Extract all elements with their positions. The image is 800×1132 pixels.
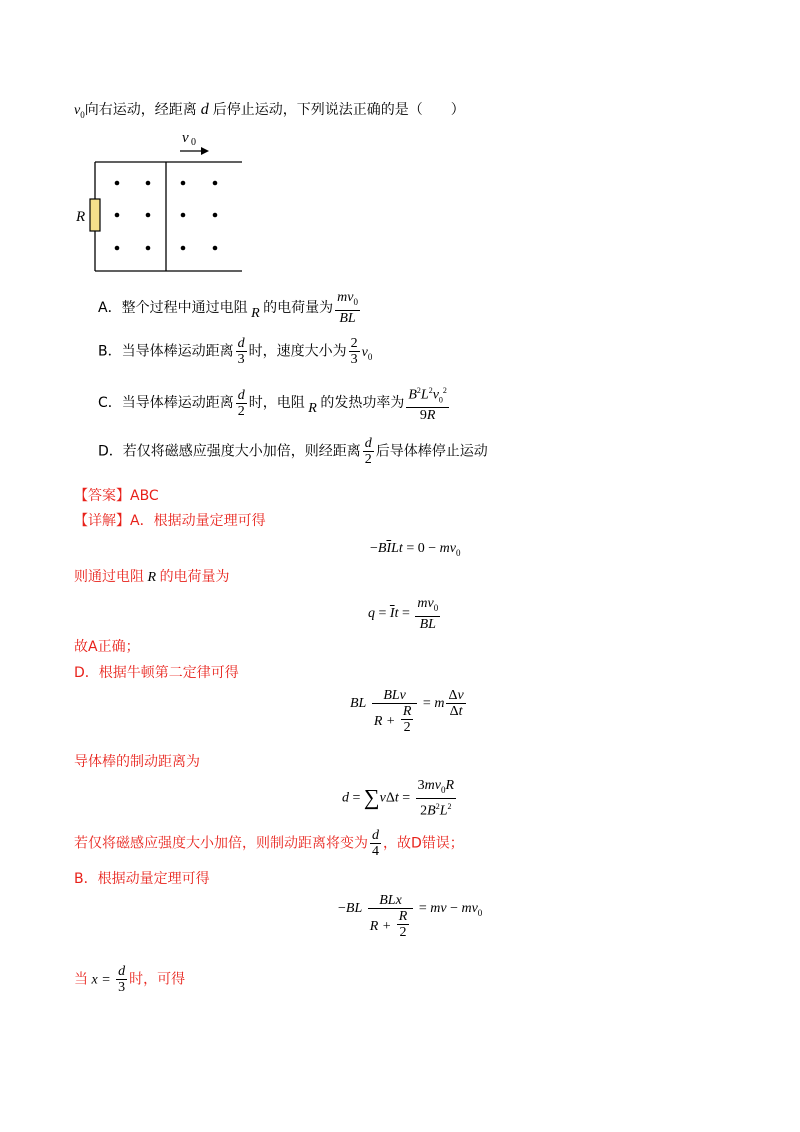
option-d: D．若仅将磁感应强度大小加倍，则经距离 $\frac{d}{2}$ 后导体棒停止运动 <box>98 436 488 467</box>
velocity-label: v <box>182 130 189 146</box>
velocity-sub: 0 <box>191 137 196 148</box>
equation-newton: BL BLv R + $\frac{R}{2}$ = m $\frac{\Delta v}{\Delta t}$ <box>350 688 464 735</box>
analysis-b-step: B．根据动量定理可得 <box>74 871 210 887</box>
equation-charge: $q = \overline{I}t$ = $\frac{mv_0}{BL}$ <box>368 596 439 632</box>
equation-brake-distance: d = ∑vΔt = $\frac{3mv_0R}{2B^2L^2}$ <box>342 778 455 819</box>
v0-symbol: $v_0$ <box>74 103 85 120</box>
analysis-a-conclusion: 故A正确； <box>74 639 140 655</box>
analysis-b-when: 当 x = $\frac{d}{3}$ 时，可得 <box>74 964 186 995</box>
analysis-brake-text: 导体棒的制动距离为 <box>74 754 200 770</box>
equation-momentum-x: −BL BLx R + $\frac{R}{2}$ = mv − $mv_0$ <box>338 893 483 940</box>
resistor <box>90 199 100 231</box>
analysis-d-step: D．根据牛顿第二定律可得 <box>74 665 239 681</box>
analysis-d-conclusion: 若仅将磁感应强度大小加倍，则制动距离将变为 $\frac{d}{4}$ ，故D错误； <box>74 828 464 859</box>
option-b: B．当导体棒运动距离 $\frac{d}{3}$ 时，速度大小为 $\frac{2}{3}$ $v_0$ <box>98 336 373 367</box>
resistor-label: R <box>76 209 86 225</box>
question-stem: $v_0$向右运动，经距离 d 后停止运动，下列说法正确的是（ ） <box>74 101 465 120</box>
velocity-arrowhead <box>201 147 209 155</box>
analysis-charge-text: 则通过电阻 R 的电荷量为 <box>74 569 230 585</box>
option-c: C．当导体棒运动距离 $\frac{d}{2}$ 时，电阻 R 的发热功率为 $\frac{B^2L^2v_0^2}{9R}$ <box>98 383 451 423</box>
answer-line: 【答案】ABC <box>74 488 159 504</box>
equation-impulse: $-B\overline{I}Lt = 0 - mv_0$ <box>370 541 461 558</box>
option-a: A．整个过程中通过电阻 R 的电荷量为 $\frac{mv_0}{BL}$ <box>98 290 358 326</box>
analysis-a-step: 【详解】A．根据动量定理可得 <box>74 513 266 529</box>
circuit-diagram <box>70 125 250 275</box>
